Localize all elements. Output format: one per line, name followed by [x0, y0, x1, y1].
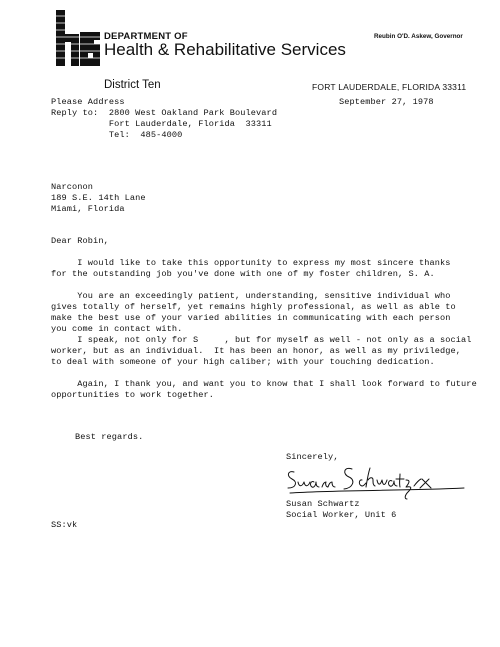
recipient-city: Miami, Florida: [51, 204, 125, 214]
governor-name: Reubin O'D. Askew, Governor: [374, 33, 463, 40]
recipient-address: [51, 182, 146, 215]
signer-block: [286, 499, 396, 521]
body-line: for the outstanding job you've done with one of my foster children, S. A.: [51, 269, 435, 279]
return-label1: Please Address: [51, 97, 125, 107]
return-label2: Reply to:: [51, 108, 99, 118]
body-line: opportunities to work together.: [51, 390, 214, 400]
body-line: Again, I thank you, and want you to know that I shall look forward to future: [51, 379, 477, 389]
return-line2: Fort Lauderdale, Florida 33311: [108, 119, 272, 129]
hrs-logo: [54, 10, 100, 66]
typist-initials: SS:vk: [51, 520, 78, 530]
body-line: You are an exceedingly patient, understanding, sensitive individual who: [51, 291, 451, 301]
recipient-name: Narconon: [51, 182, 94, 192]
recipient-street: 189 S.E. 14th Lane: [51, 193, 146, 203]
body-line: I speak, not only for S , but for myself as well - not only as a social: [51, 335, 472, 345]
dept-line2: Health & Rehabilitative Services: [104, 40, 346, 59]
body-paragraph-2: [51, 291, 481, 335]
salutation: Dear Robin,: [51, 236, 109, 246]
letter-date: September 27, 1978: [339, 97, 434, 107]
body-line: worker, but as an individual. It has been an honor, as well as my priviledge,: [51, 346, 462, 356]
district: District Ten: [104, 79, 161, 91]
return-line1: 2800 West Oakland Park Boulevard: [108, 108, 278, 118]
complimentary-close: Sincerely,: [286, 452, 339, 462]
signer-name: Susan Schwartz: [286, 499, 360, 509]
body-line: gives totally of herself, yet remains highly professional, as well as able to: [51, 302, 456, 312]
body-paragraph-1: [51, 258, 481, 280]
body-paragraph-3: [51, 335, 481, 368]
signer-title: Social Worker, Unit 6: [286, 510, 397, 520]
body-paragraph-4: [51, 379, 481, 401]
body-line: you come in contact with.: [51, 324, 183, 334]
handwritten-signature: [282, 462, 472, 500]
dept-line1: DEPARTMENT OF: [104, 31, 188, 42]
letterhead-city: FORT LAUDERDALE, FLORIDA 33311: [312, 82, 467, 92]
return-address: [51, 97, 277, 141]
body-line: to deal with someone of your high caliber; with your touching dedication.: [51, 357, 435, 367]
return-tel: Tel: 485-4000: [108, 130, 183, 140]
body-line: I would like to take this opportunity to express my most sincere thanks: [51, 258, 451, 268]
body-line: make the best use of your varied abilities in communicating with each person: [51, 313, 451, 323]
closing: Best regards.: [75, 432, 144, 442]
